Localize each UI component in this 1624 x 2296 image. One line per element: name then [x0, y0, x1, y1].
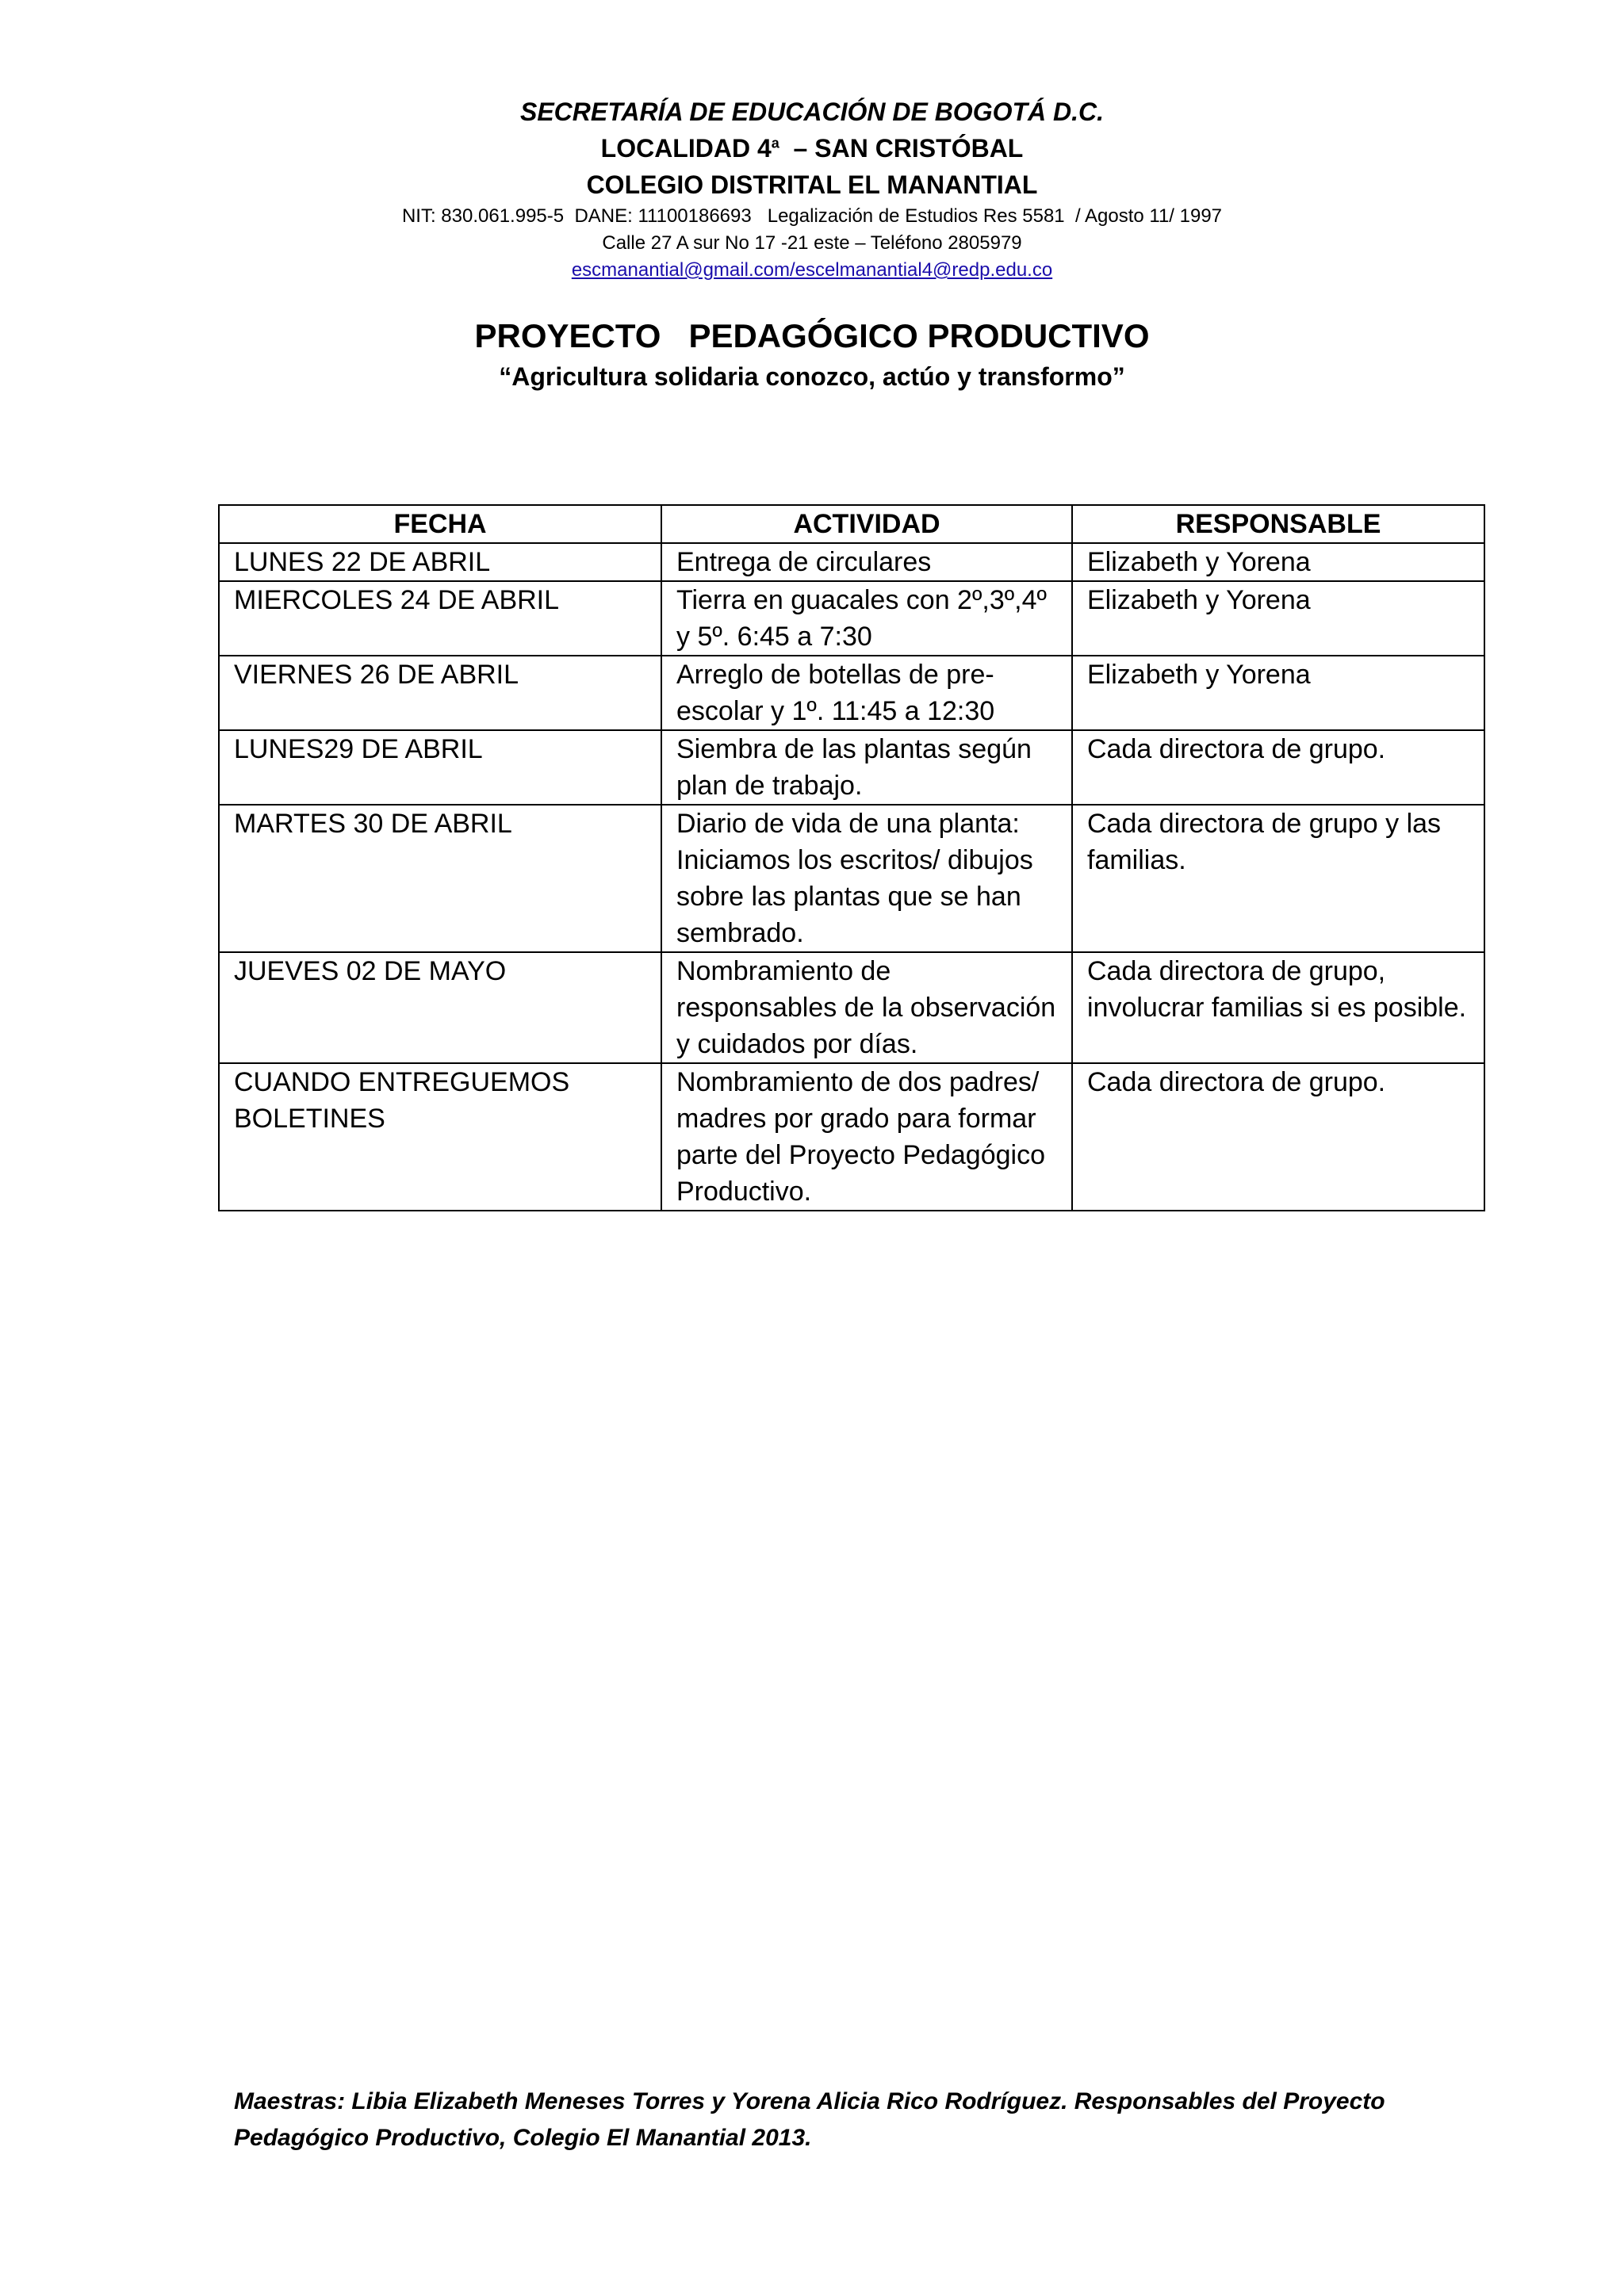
cell-actividad: Arreglo de botellas de pre-escolar y 1º. 11:45 a 12:30: [661, 656, 1072, 730]
cell-fecha: LUNES29 DE ABRIL: [219, 730, 661, 805]
table-row: [219, 543, 1484, 581]
school-email-link[interactable]: escmanantial@gmail.com/escelmanantial4@redp.edu.co: [571, 259, 1053, 281]
cell-fecha: MIERCOLES 24 DE ABRIL: [219, 581, 661, 656]
cell-actividad: Diario de vida de una planta: Iniciamos los escritos/ dibujos sobre las plantas que se han sembrado.: [661, 805, 1072, 952]
locality-name: – SAN CRISTÓBAL: [779, 134, 1024, 163]
cell-responsable: Elizabeth y Yorena: [1072, 656, 1484, 730]
cell-fecha: JUEVES 02 DE MAYO: [219, 952, 661, 1063]
cell-actividad: Nombramiento de responsables de la observación y cuidados por días.: [661, 952, 1072, 1063]
locality-number: LOCALIDAD 4: [600, 134, 772, 163]
header-fecha: FECHA: [219, 505, 661, 543]
table-row: [219, 1063, 1484, 1211]
table-header-row: [219, 505, 1484, 543]
teachers-footer: Maestras: Libia Elizabeth Meneses Torres y Yorena Alicia Rico Rodríguez. Responsables del Proyecto Pedagógico Productivo, Colegio El Manantial 2013.: [234, 2088, 1385, 2151]
cell-actividad: Siembra de las plantas según plan de trabajo.: [661, 730, 1072, 805]
letterhead: [0, 94, 1624, 284]
cell-fecha: VIERNES 26 DE ABRIL: [219, 656, 661, 730]
project-heading: [0, 314, 1624, 395]
school-name: COLEGIO DISTRITAL EL MANANTIAL: [586, 170, 1038, 199]
cell-responsable: Elizabeth y Yorena: [1072, 581, 1484, 656]
table-row: [219, 656, 1484, 730]
school-registration: NIT: 830.061.995-5 DANE: 11100186693 Legalización de Estudios Res 5581 / Agosto 11/ 1997: [401, 205, 1223, 227]
cell-fecha: CUANDO ENTREGUEMOS BOLETINES: [219, 1063, 661, 1211]
project-title: PROYECTO PEDAGÓGICO PRODUCTIVO: [474, 317, 1150, 354]
cell-responsable: Cada directora de grupo.: [1072, 1063, 1484, 1211]
activity-schedule-table: [218, 504, 1485, 1211]
cell-fecha: MARTES 30 DE ABRIL: [219, 805, 661, 952]
school-address: Calle 27 A sur No 17 -21 este – Teléfono 2805979: [602, 232, 1022, 254]
cell-actividad: Nombramiento de dos padres/ madres por grado para formar parte del Proyecto Pedagógico Productivo.: [661, 1063, 1072, 1211]
cell-responsable: Cada directora de grupo.: [1072, 730, 1484, 805]
cell-responsable: Elizabeth y Yorena: [1072, 543, 1484, 581]
institution-locality: [0, 130, 1624, 166]
header-actividad: ACTIVIDAD: [661, 505, 1072, 543]
table-row: [219, 805, 1484, 952]
table-row: [219, 730, 1484, 805]
header-responsable: RESPONSABLE: [1072, 505, 1484, 543]
cell-actividad: Tierra en guacales con 2º,3º,4º y 5º. 6:45 a 7:30: [661, 581, 1072, 656]
cell-actividad: Entrega de circulares: [661, 543, 1072, 581]
cell-fecha: LUNES 22 DE ABRIL: [219, 543, 661, 581]
cell-responsable: Cada directora de grupo, involucrar familias si es posible.: [1072, 952, 1484, 1063]
table-row: [219, 581, 1484, 656]
locality-superscript: a: [771, 135, 779, 151]
project-subtitle: “Agricultura solidaria conozco, actúo y transformo”: [499, 362, 1125, 391]
cell-responsable: Cada directora de grupo y las familias.: [1072, 805, 1484, 952]
institution-secretariat: SECRETARÍA DE EDUCACIÓN DE BOGOTÁ D.C.: [519, 98, 1105, 126]
table-row: [219, 952, 1484, 1063]
